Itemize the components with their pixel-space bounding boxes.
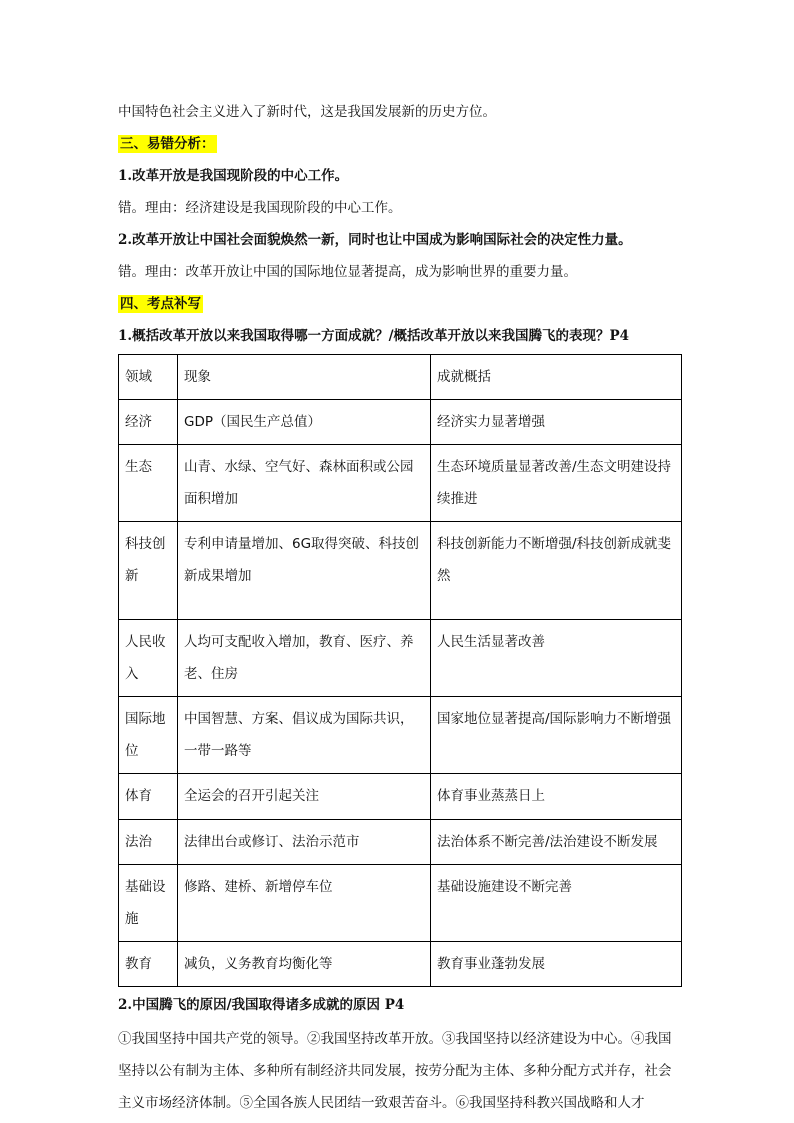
table-row — [119, 774, 682, 820]
header-phenomenon: 现象 — [178, 355, 431, 400]
cell-summary: 生态环境质量显著改善/生态文明建设持续推进 — [431, 445, 682, 522]
table-header-row — [119, 355, 682, 400]
cell-summary: 基础设施建设不断完善 — [431, 865, 682, 942]
header-summary: 成就概括 — [431, 355, 682, 400]
cell-domain: 体育 — [119, 774, 178, 820]
table-row — [119, 820, 682, 865]
cell-phenomenon: GDP（国民生产总值） — [178, 400, 431, 445]
cell-summary: 国家地位显著提高/国际影响力不断增强 — [431, 697, 682, 774]
mistake-2-statement: 2.改革开放让中国社会面貌焕然一新，同时也让中国成为影响国际社会的决定性力量。 — [118, 232, 632, 248]
question-2: 2.中国腾飞的原因/我国取得诸多成就的原因 P4 — [118, 997, 405, 1013]
cell-domain: 基础设施 — [119, 865, 178, 942]
question-1: 1.概括改革开放以来我国取得哪一方面成就？/概括改革开放以来我国腾飞的表现？P4 — [118, 328, 630, 344]
table-row — [119, 445, 682, 522]
cell-domain: 教育 — [119, 942, 178, 987]
table-row — [119, 697, 682, 774]
cell-summary: 经济实力显著增强 — [431, 400, 682, 445]
table-row — [119, 522, 682, 620]
section3-heading: 三、易错分析： — [120, 136, 215, 152]
cell-summary: 体育事业蒸蒸日上 — [431, 774, 682, 820]
achievements-table — [118, 354, 682, 987]
cell-phenomenon: 人均可支配收入增加，教育、医疗、养老、住房 — [178, 620, 431, 697]
cell-phenomenon: 全运会的召开引起关注 — [178, 774, 431, 820]
cell-summary: 科技创新能力不断增强/科技创新成就斐然 — [431, 522, 682, 620]
table-row — [119, 620, 682, 697]
cell-phenomenon: 中国智慧、方案、倡议成为国际共识，一带一路等 — [178, 697, 431, 774]
cell-domain: 生态 — [119, 445, 178, 522]
cell-domain: 法治 — [119, 820, 178, 865]
question-2-answer: ①我国坚持中国共产党的领导。②我国坚持改革开放。③我国坚持以经济建设为中心。④我国坚持以公有制为主体、多种所有制经济共同发展，按劳分配为主体、多种分配方式并存，社会主义市场经济体制。⑤全国各族人民团结一致艰苦奋斗。⑥我国坚持科教兴国战略和人才 — [118, 1031, 672, 1111]
intro-line: 中国特色社会主义进入了新时代，这是我国发展新的历史方位。 — [118, 104, 496, 120]
cell-phenomenon: 减负，义务教育均衡化等 — [178, 942, 431, 987]
section4-heading: 四、考点补写 — [120, 296, 201, 312]
cell-domain: 国际地位 — [119, 697, 178, 774]
document-page — [118, 96, 682, 1119]
cell-summary: 法治体系不断完善/法治建设不断发展 — [431, 820, 682, 865]
cell-phenomenon: 法律出台或修订、法治示范市 — [178, 820, 431, 865]
mistake-1-answer: 错。理由：经济建设是我国现阶段的中心工作。 — [118, 200, 402, 216]
cell-summary: 人民生活显著改善 — [431, 620, 682, 697]
cell-phenomenon: 山青、水绿、空气好、森林面积或公园面积增加 — [178, 445, 431, 522]
section3-heading-line — [118, 128, 682, 160]
cell-phenomenon: 修路、建桥、新增停车位 — [178, 865, 431, 942]
cell-phenomenon: 专利申请量增加、6G取得突破、科技创新成果增加 — [178, 522, 431, 620]
table-row — [119, 865, 682, 942]
table-row — [119, 400, 682, 445]
cell-domain: 人民收入 — [119, 620, 178, 697]
mistake-2-answer: 错。理由：改革开放让中国的国际地位显著提高，成为影响世界的重要力量。 — [118, 264, 577, 280]
table-row — [119, 942, 682, 987]
cell-domain: 经济 — [119, 400, 178, 445]
cell-summary: 教育事业蓬勃发展 — [431, 942, 682, 987]
cell-domain: 科技创新 — [119, 522, 178, 620]
mistake-1-statement: 1.改革开放是我国现阶段的中心工作。 — [118, 168, 349, 184]
section4-heading-line — [118, 288, 682, 320]
header-domain: 领域 — [119, 355, 178, 400]
